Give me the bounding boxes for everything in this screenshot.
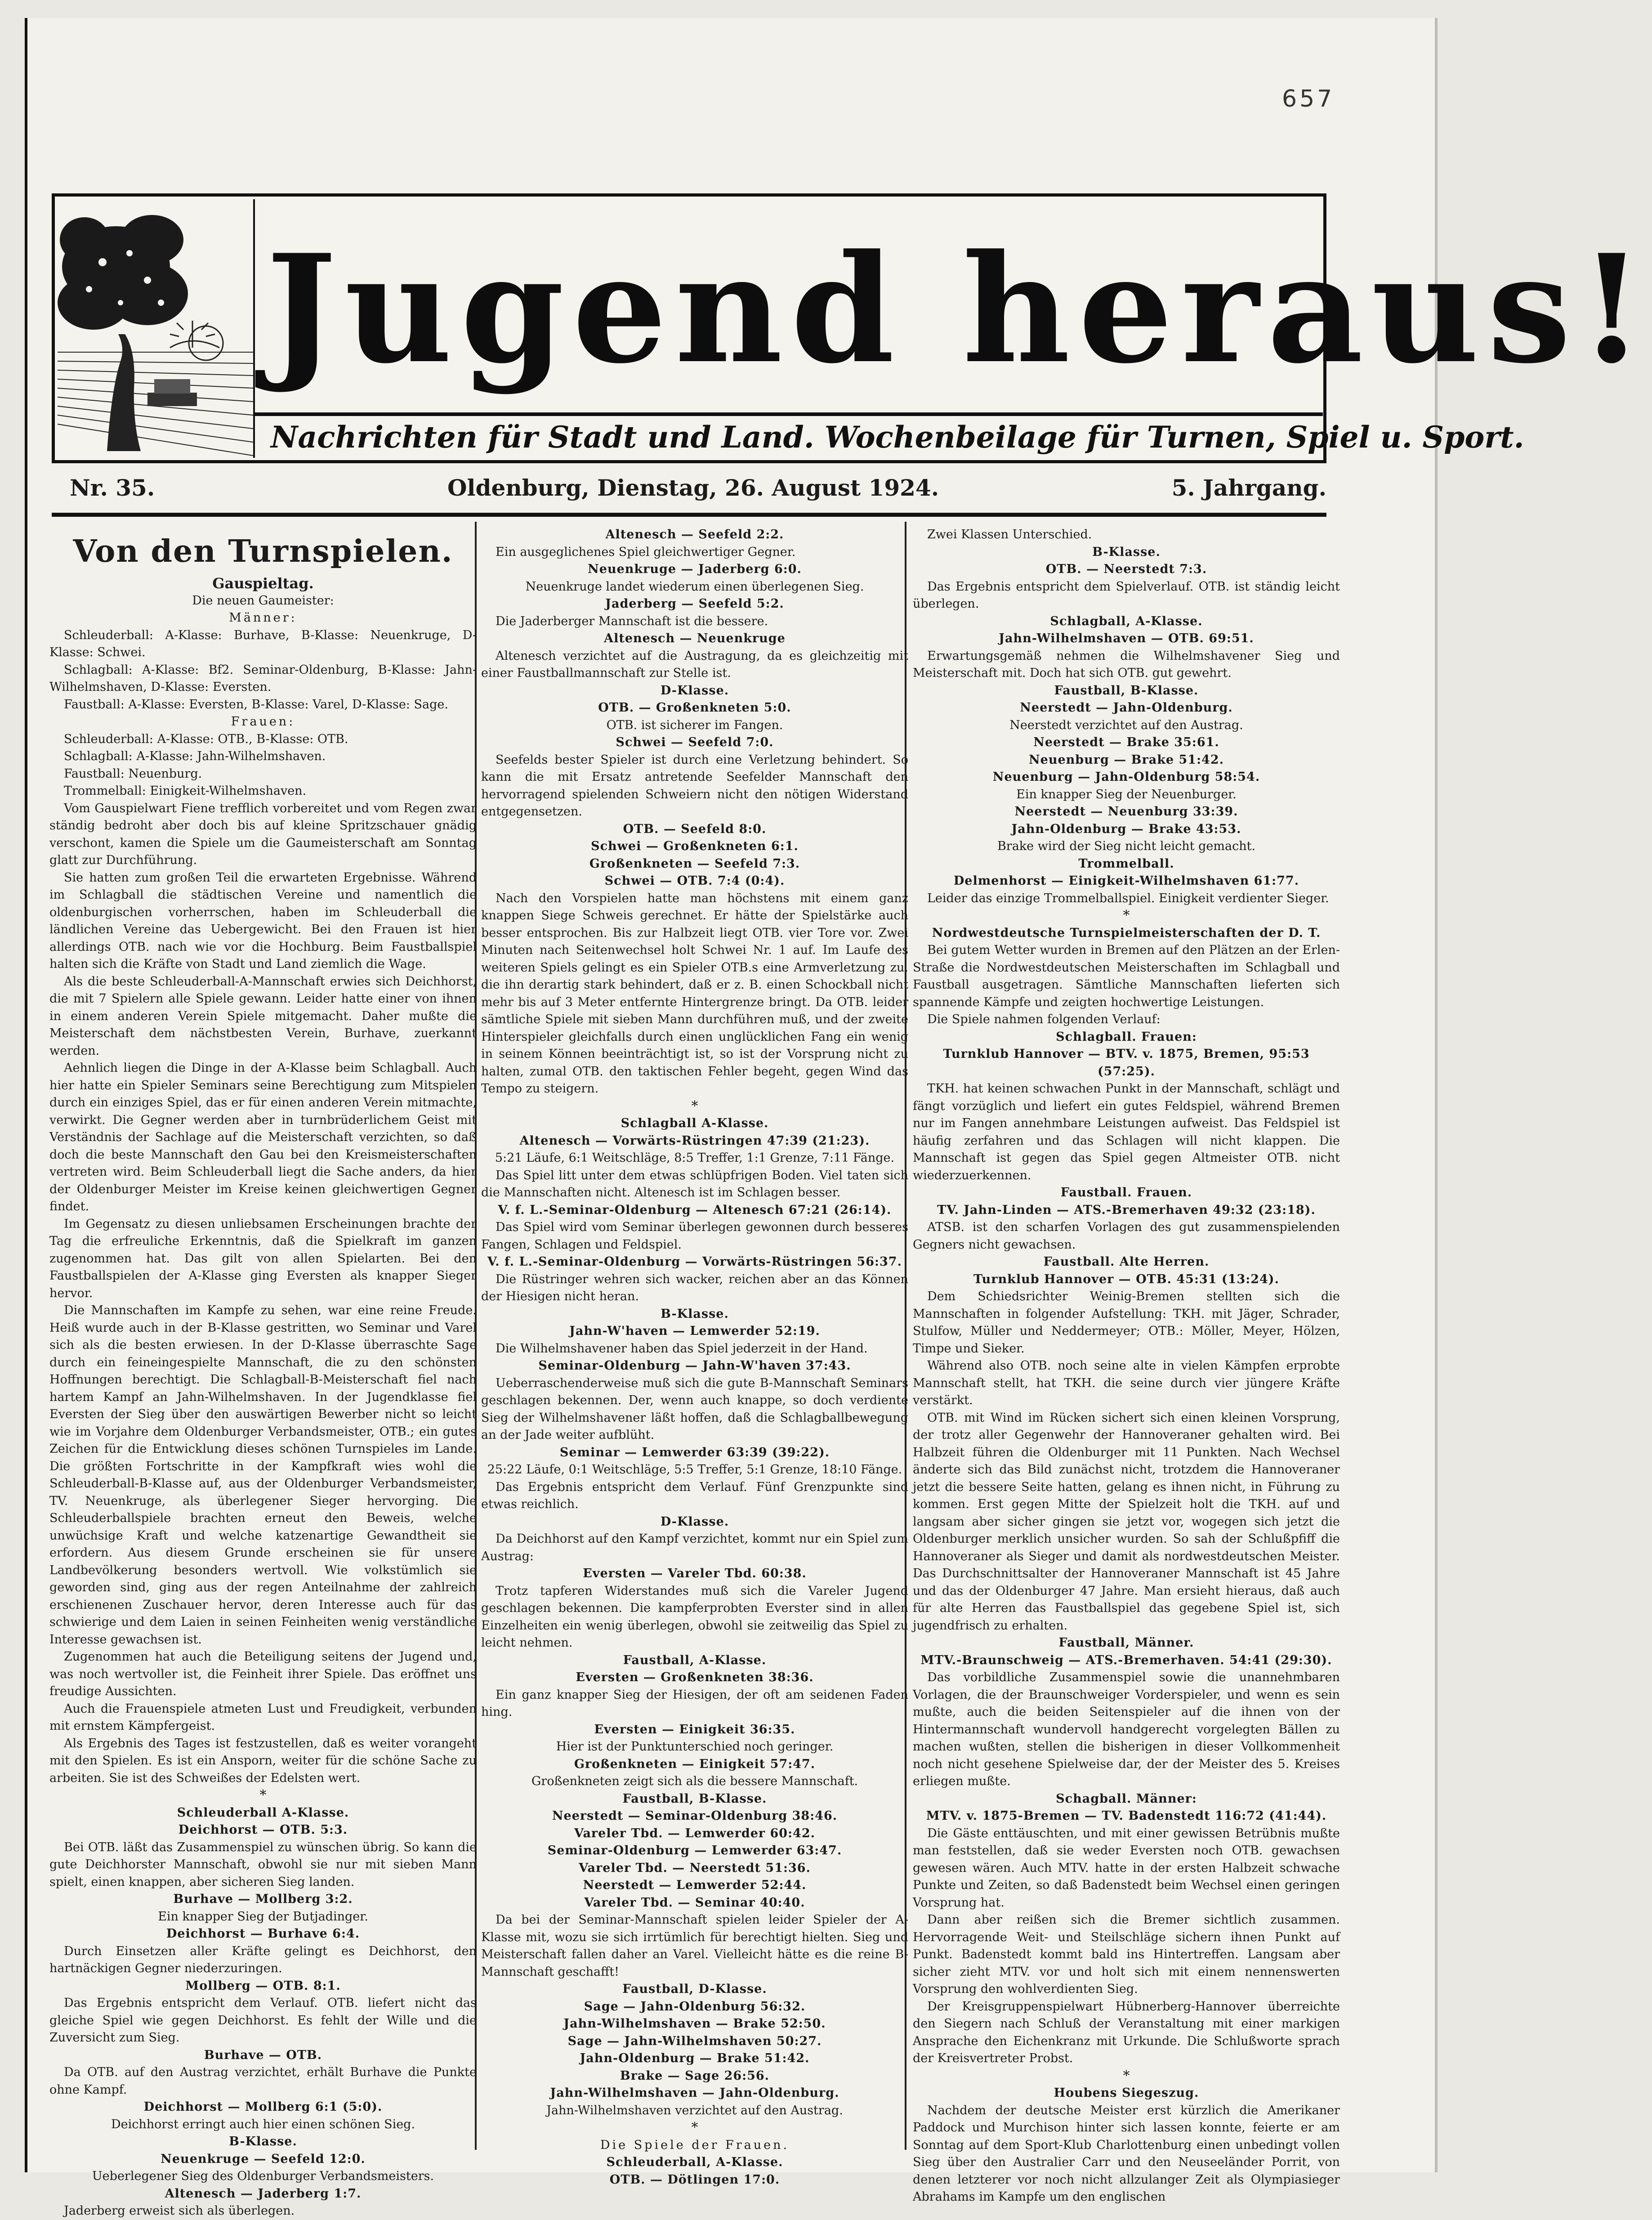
section-heading: Schwei — Seefeld 7:0. bbox=[616, 735, 774, 749]
masthead-title: Jugend heraus! bbox=[266, 222, 1652, 396]
section-heading: Jahn-Oldenburg — Brake 51:42. bbox=[580, 2051, 810, 2065]
section-heading: Neerstedt — Jahn-Oldenburg. bbox=[1020, 701, 1233, 715]
article-paragraph: Großenkneten zeigt sich als die bessere Mannschaft. bbox=[531, 1774, 858, 1788]
article-paragraph: Während also OTB. noch seine alte in vielen Kämpfen erprobte Mannschaft stellt, hat TKH. die seine durch vier jüngere Kräfte verstärkt. bbox=[913, 1359, 1340, 1407]
section-heading: Faustball, A-Klasse. bbox=[623, 1653, 767, 1667]
article-paragraph: Als die beste Schleuderball-A-Mannschaft erwies sich Deichhorst, die mit 7 Spielern alle Spiele gewann. Leider hatte einer von ihnen in einem anderen Verein Spiele mitgemacht. Daher mußte die Meisterschaft dem nächstbesten Verein, Burhave, zuerkannt werden. bbox=[49, 974, 477, 1058]
section-separator: * bbox=[259, 1787, 267, 1803]
article-paragraph: Ein ausgeglichenes Spiel gleichwertiger Gegner. bbox=[496, 545, 796, 559]
article-paragraph: Die Gäste enttäuschten, und mit einer gewissen Betrübnis mußte man feststellen, daß sie weder Eversten noch OTB. gewachsen gewesen wären. Auch MTV. hatte in der ersten Halbzeit schwache Punkte und Zeiten, so daß Badenstedt beim Wechsel einen geringen Vorsprung hat. bbox=[913, 1826, 1340, 1910]
section-heading: Schlagball, A-Klasse. bbox=[1050, 614, 1203, 628]
article-paragraph: 5:21 Läufe, 6:1 Weitschläge, 8:5 Treffer, 1:1 Grenze, 7:11 Fänge. bbox=[495, 1151, 895, 1165]
section-heading: Neuenkruge — Jaderberg 6:0. bbox=[588, 562, 802, 576]
article-paragraph: Die Spiele nahmen folgenden Verlauf: bbox=[927, 1012, 1161, 1026]
article-paragraph: Altenesch verzichtet auf die Austragung, da es gleichzeitig mit einer Faustballmannschaft zur Stelle ist. bbox=[481, 649, 908, 680]
section-heading: Altenesch — Seefeld 2:2. bbox=[605, 528, 784, 542]
article-paragraph: Schleuderball: A-Klasse: Burhave, B-Klasse: Neuenkruge, D-Klasse: Schwei. bbox=[49, 628, 477, 659]
section-heading: D-Klasse. bbox=[660, 683, 729, 698]
article-paragraph: Vom Gauspielwart Fiene trefflich vorbereitet und vom Regen zwar ständig bedroht aber doch bis auf kleine Spritzschauer gnädig verschont, kamen die Spiele um die Gaumeisterschaft am Sonntag glatt zur Durchführung. bbox=[49, 801, 477, 867]
article-paragraph: Schleuderball: A-Klasse: OTB., B-Klasse: OTB. bbox=[64, 732, 348, 746]
issue-date: Oldenburg, Dienstag, 26. August 1924. bbox=[447, 474, 939, 501]
section-heading: OTB. — Großenkneten 5:0. bbox=[598, 701, 791, 715]
article-paragraph: Dann aber reißen sich die Bremer sichtlich zusammen. Hervorragende Weit- und Steilschläge sichern ihnen Punkt auf Punkt. Badenstedt kommt bald ins Hintertreffen. Langsam aber sicher zieht MTV. vor und holt sich mit einem nennenswerten Vorsprung den wohlverdienten Sieg. bbox=[913, 1913, 1340, 1996]
article-paragraph: Sie hatten zum großen Teil die erwarteten Ergebnisse. Während im Schlagball die städtischen Vereine und namentlich die oldenburgischen vorherrschen, haben im Schleuderball die ländlichen Vereine das Uebergewicht. Bei den Frauen ist hier allerdings OTB. nach wie vor die Hochburg. Beim Faustballspiel halten sich die Kräfte von Stadt und Land ziemlich die Wage. bbox=[49, 870, 477, 971]
section-heading: Schleuderball, A-Klasse. bbox=[606, 2155, 783, 2169]
article-paragraph: Schlagball: A-Klasse: Bf2. Seminar-Oldenburg, B-Klasse: Jahn-Wilhelmshaven, D-Klasse: Eversten. bbox=[49, 662, 477, 694]
article-paragraph: Frauen: bbox=[231, 715, 295, 729]
article-paragraph: OTB. ist sicherer im Fangen. bbox=[606, 718, 783, 732]
section-heading: Faustball. Frauen. bbox=[1060, 1186, 1192, 1200]
article-paragraph: Ein knapper Sieg der Neuenburger. bbox=[1016, 787, 1237, 801]
article-paragraph: Ueberlegener Sieg des Oldenburger Verbandsmeisters. bbox=[92, 2169, 434, 2183]
tree-landscape-icon bbox=[58, 199, 253, 458]
section-heading: Eversten — Vareler Tbd. 60:38. bbox=[583, 1567, 807, 1580]
section-heading: Altenesch — Vorwärts-Rüstringen 47:39 (21:23). bbox=[519, 1133, 870, 1148]
article-paragraph: Männer: bbox=[229, 611, 297, 625]
section-heading: Neerstedt — Brake 35:61. bbox=[1033, 735, 1219, 749]
volume-year: 5. Jahrgang. bbox=[1171, 474, 1326, 501]
section-heading: Eversten — Großenkneten 38:36. bbox=[576, 1670, 814, 1684]
section-heading: Neerstedt — Lemwerder 52:44. bbox=[583, 1878, 807, 1892]
article-column-3 bbox=[913, 526, 1340, 2204]
section-heading: Eversten — Einigkeit 36:35. bbox=[594, 1722, 795, 1737]
section-heading: OTB. — Dötlingen 17:0. bbox=[609, 2172, 780, 2187]
section-heading: Burhave — Mollberg 3:2. bbox=[173, 1892, 353, 1906]
article-paragraph: Faustball: A-Klasse: Eversten, B-Klasse: Varel, D-Klasse: Sage. bbox=[64, 697, 448, 712]
article-paragraph: Das vorbildliche Zusammenspiel sowie die unannehmbaren Vorlagen, die der Braunschweiger Vorderspieler, und wenn es sein mußte, auch die beiden Seitenspieler auf die ihnen von der Hintermannschaft wundervoll handgerecht vorgelegten Bällen zu machen wußten, stellen die bisherigen in dieser Vollkommenheit noch nicht gesehene Spielweise dar, der der Meister des 5. Kreises erliegen mußte. bbox=[913, 1670, 1340, 1788]
article-paragraph: Dem Schiedsrichter Weinig-Bremen stellten sich die Mannschaften in folgender Aufstellung: TKH. mit Jäger, Schrader, Stulfow, Müller und Neddermeyer; OTB.: Möller, Meyer, Hölzen, Timpe und Sieker. bbox=[913, 1289, 1340, 1356]
article-paragraph: Das Ergebnis entspricht dem Spielverlauf. OTB. ist ständig leicht überlegen. bbox=[913, 579, 1340, 611]
article-paragraph: Das Spiel wird vom Seminar überlegen gewonnen durch besseres Fangen, Schlagen und Feldspiel. bbox=[481, 1220, 908, 1252]
section-heading: Großenkneten — Seefeld 7:3. bbox=[589, 856, 800, 871]
section-heading: MTV. v. 1875-Bremen — TV. Badenstedt 116:72 (41:44). bbox=[926, 1809, 1327, 1823]
article-paragraph: Neuenkruge landet wiederum einen überlegenen Sieg. bbox=[525, 579, 864, 594]
article-paragraph: Bei OTB. läßt das Zusammenspiel zu wünschen übrig. So kann die gute Deichhorster Mannschaft, obwohl sie nur mit sieben Mann spielt, einen knappen, aber sicheren Sieg landen. bbox=[49, 1840, 477, 1889]
section-heading: Vareler Tbd. — Neerstedt 51:36. bbox=[579, 1861, 811, 1875]
header-rule bbox=[52, 513, 1326, 517]
section-heading: Vareler Tbd. — Seminar 40:40. bbox=[584, 1895, 805, 1910]
article-paragraph: Trommelball: Einigkeit-Wilhelmshaven. bbox=[64, 784, 307, 798]
article-paragraph: Durch Einsetzen aller Kräfte gelingt es Deichhorst, den hartnäckigen Gegner niederzuringen. bbox=[49, 1944, 477, 1975]
article-paragraph: Bei gutem Wetter wurden in Bremen auf den Plätzen an der Erlen-Straße die Nordwestdeutschen Meisterschaften im Schlagball und Faustball ausgetragen. Sämtliche Mannschaften lieferten sich spannende Kämpfe und zeigten hochwertige Leistungen. bbox=[913, 943, 1340, 1009]
article-paragraph: Die neuen Gaumeister: bbox=[192, 593, 334, 608]
article-paragraph: Ueberraschenderweise muß sich die gute B-Mannschaft Seminars geschlagen bekennen. Der, wenn auch knappe, so doch verdiente Sieg der Wilhelmshavener läßt hoffen, daß die Schlagballbewegung an der Jade weiter aufblüht. bbox=[481, 1376, 908, 1442]
section-heading: Neuenkruge — Seefeld 12:0. bbox=[161, 2152, 366, 2166]
section-heading: Jahn-Oldenburg — Brake 43:53. bbox=[1011, 822, 1241, 836]
section-heading: Jahn-Wilhelmshaven — OTB. 69:51. bbox=[999, 631, 1254, 645]
section-heading: B-Klasse. bbox=[229, 2135, 297, 2148]
section-heading: Faustball, B-Klasse. bbox=[1054, 683, 1199, 698]
section-heading: MTV.-Braunschweig — ATS.-Bremerhaven. 54:41 (29:30). bbox=[920, 1653, 1332, 1667]
article-paragraph: Erwartungsgemäß nehmen die Wilhelmshavener Sieg und Meisterschaft mit. Doch hat sich OTB. gut gewehrt. bbox=[913, 649, 1340, 680]
article-paragraph: Auch die Frauenspiele atmeten Lust und Freudigkeit, verbunden mit ernstem Kämpfergeist. bbox=[49, 1701, 477, 1733]
section-heading: Großenkneten — Einigkeit 57:47. bbox=[574, 1757, 816, 1771]
section-heading: OTB. — Seefeld 8:0. bbox=[623, 822, 767, 836]
section-heading: OTB. — Neerstedt 7:3. bbox=[1045, 562, 1207, 576]
page-number: 657 bbox=[1282, 85, 1335, 112]
article-paragraph: Hier ist der Punktunterschied noch geringer. bbox=[556, 1740, 834, 1754]
section-heading: Seminar-Oldenburg — Lemwerder 63:47. bbox=[547, 1844, 842, 1857]
article-paragraph: Brake wird der Sieg nicht leicht gemacht. bbox=[997, 839, 1256, 853]
article-paragraph: Ein ganz knapper Sieg der Hiesigen, der oft am seidenen Faden hing. bbox=[481, 1687, 908, 1719]
article-paragraph: Die Jaderberger Mannschaft ist die bessere. bbox=[496, 614, 768, 628]
section-heading: Deichhorst — Mollberg 6:1 (5:0). bbox=[143, 2100, 383, 2114]
section-heading: Jahn-W'haven — Lemwerder 52:19. bbox=[569, 1324, 820, 1338]
section-heading: V. f. L.-Seminar-Oldenburg — Vorwärts-Rüstringen 56:37. bbox=[487, 1255, 902, 1269]
section-heading: Neerstedt — Seminar-Oldenburg 38:46. bbox=[552, 1809, 838, 1823]
article-paragraph: Faustball: Neuenburg. bbox=[64, 766, 202, 781]
section-heading: Jahn-Wilhelmshaven — Brake 52:50. bbox=[563, 2017, 826, 2031]
article-paragraph: Seefelds bester Spieler ist durch eine Verletzung behindert. So kann die mit Ersatz antretende Seefelder Mannschaft den hervorragend spielenden Schweiern nicht den nötigen Widerstand entgegensetzen. bbox=[481, 752, 908, 819]
article-paragraph: Im Gegensatz zu diesen unliebsamen Erscheinungen brachte der Tag die erfreuliche Erkenntnis, daß die Spielkraft im ganzen zugenommen hat. Das gilt von allen Spielarten. Bei den Faustballspielen der A-Klasse ging Eversten als knapper Sieger hervor. bbox=[49, 1217, 477, 1300]
masthead-landscape-illustration bbox=[58, 199, 255, 458]
article-paragraph: Trotz tapferen Widerstandes muß sich die Vareler Jugend geschlagen bekennen. Die kampferprobten Everster sind in allen Einzelheiten ein wenig überlegen, obwohl sie zeitweilig das Spiel zu leicht nehmen. bbox=[481, 1584, 908, 1650]
article-paragraph: Als Ergebnis des Tages ist festzustellen, daß es weiter vorangeht mit den Spielen. Es ist ein Ansporn, weiter für die schöne Sache zu arbeiten. Sie ist des Schweißes der Edelsten wert. bbox=[49, 1736, 477, 1785]
masthead-divider bbox=[255, 412, 1323, 416]
article-paragraph: TKH. hat keinen schwachen Punkt in der Mannschaft, schlägt und fängt vorzüglich und liefert ein gutes Feldspiel, während Bremen nur im Fangen annehmbare Leistungen aufweist. Das Feldspiel ist häufig zerfahren und das Schlagen will nicht klappen. Die Mannschaft ist gegen das Spiel gegen Altmeister OTB. nicht wiederzuerkennen. bbox=[913, 1082, 1340, 1182]
section-heading: Faustball, Männer. bbox=[1058, 1636, 1194, 1650]
section-heading: Altenesch — Jaderberg 1:7. bbox=[165, 2186, 362, 2201]
section-heading: Mollberg — OTB. 8:1. bbox=[185, 1978, 341, 1993]
article-paragraph: Das Ergebnis entspricht dem Verlauf. OTB. liefert nicht das gleiche Spiel wie gegen Deichhorst. Es fehlt der Wille und die Zuversicht zum Sieg. bbox=[49, 1996, 477, 2045]
article-paragraph: Da bei der Seminar-Mannschaft spielen leider Spieler der A-Klasse mit, wozu sie sich irrtümlich für berechtigt hielten. Sieg und Meisterschaft fallen daher an Varel. Vielleicht hätte es die reine B-Mannschaft geschafft! bbox=[481, 1913, 908, 1979]
section-heading: Schagball. Männer: bbox=[1056, 1791, 1197, 1806]
section-heading: Faustball. Alte Herren. bbox=[1043, 1255, 1210, 1269]
article-paragraph: Da OTB. auf den Austrag verzichtet, erhält Burhave die Punkte ohne Kampf. bbox=[49, 2065, 477, 2097]
section-heading: Gauspieltag. bbox=[212, 575, 314, 592]
article-headline: Von den Turnspielen. bbox=[73, 533, 453, 569]
article-paragraph: Der Kreisgruppenspielwart Hübnerberg-Hannover überreichte den Siegern nach Schluß der Veranstaltung mit einer markigen Ansprache den Eichenkranz mit Urkunde. Die Schlußworte sprach der Kreisvertreter Probst. bbox=[913, 1999, 1340, 2065]
article-paragraph: Jaderberg erweist sich als überlegen. bbox=[64, 2204, 295, 2218]
section-heading: Delmenhorst — Einigkeit-Wilhelmshaven 61:77. bbox=[953, 874, 1299, 888]
section-heading: Faustball, D-Klasse. bbox=[622, 1982, 767, 1996]
section-heading: Sage — Jahn-Oldenburg 56:32. bbox=[584, 1999, 806, 2014]
section-heading: Jaderberg — Seefeld 5:2. bbox=[605, 597, 784, 611]
article-paragraph: Die Mannschaften im Kampfe zu sehen, war eine reine Freude. Heiß wurde auch in der B-Klasse gestritten, wo Seminar und Varel sich als die besten erwiesen. In der D-Klasse überraschte Sage durch ein feineingespielte Mannschaft, die zu den schönsten Hoffnungen berechtigt. Die Schlagball-B-Meisterschaft fiel nach hartem Kampf an Jahn-Wilhelmshaven. In der Jugendklasse fiel Eversten der Sieg über den auswärtigen Bewerber nicht so leicht wie im Vorjahre dem Oldenburger Verbandsmeister, OTB.; ein gutes Zeichen für die Entwicklung dieses schönen Turnspieles im Lande. Die größten Fortschritte in der Kampfkraft wies wohl die Schleuderball-B-Klasse auf, aus der Oldenburger Verbandsmeister, TV. Neuenkruge, als überlegener Sieger hervorging. Die Schleuderballspiele brachten erneut den Beweis, welche unwüchsige Kraft und welche katzenartige Gewandtheit sie erfordern. Aus diesem Grunde erscheinen sie für unsere Landbevölkerung besonders wertvoll. Wie volkstümlich sie geworden sind, ging aus der regen Anteilnahme der zahlreich erschienenen Zuschauer hervor, deren Interesse auch für das schwierige und dem Laien in seinen Feinheiten wenig verständliche Interesse gewachsen ist. bbox=[49, 1303, 477, 1647]
article-paragraph: Schlagball: A-Klasse: Jahn-Wilhelmshaven. bbox=[64, 749, 326, 763]
dateline bbox=[52, 463, 1326, 513]
article-paragraph: Leider das einzige Trommelballspiel. Einigkeit verdienter Sieger. bbox=[927, 891, 1329, 905]
section-heading: Schlagball. Frauen: bbox=[1056, 1029, 1197, 1044]
article-paragraph: Nach den Vorspielen hatte man höchstens mit einem ganz knappen Siege Schweis gerechnet. Er hätte der Spielstärke auch besser entsprochen. Bis zur Halbzeit liegt OTB. vier Tore vor. Zwei Minuten nach Seitenwechsel holt Schwei Nr. 1 auf. Im Laufe des weiteren Spiels gelingt es ein Spieler OTB.s eine Armverletzung zu, die ihn derartig stark behindert, daß er z. B. einen Schockball nicht mehr bis auf 3 Meter entfernte Hintergrenze bringt. Da OTB. leider sämtliche Spiele mit sieben Mann durchführen muß, und der zweite Hinterspieler gleichfalls durch einen unglücklichen Fang ein wenig in seinem Können beeinträchtigt ist, so ist der Vorsprung nicht zu halten, zumal OTB. den taktischen Fehler begeht, gegen Wind das Tempo zu steigern. bbox=[481, 891, 908, 1096]
section-heading: Turnklub Hannover — OTB. 45:31 (13:24). bbox=[973, 1272, 1279, 1286]
section-heading: Deichhorst — OTB. 5:3. bbox=[178, 1823, 348, 1837]
section-heading: Faustball, B-Klasse. bbox=[622, 1791, 767, 1806]
article-paragraph: Ein knapper Sieg der Butjadinger. bbox=[158, 1909, 368, 1924]
masthead-subtitle: Nachrichten für Stadt und Land. Wochenbeilage für Turnen, Spiel u. Sport. bbox=[271, 420, 1524, 455]
section-heading: Nordwestdeutsche Turnspielmeisterschaften der D. T. bbox=[932, 926, 1321, 940]
article-paragraph: Das Spiel litt unter dem etwas schlüpfrigen Boden. Viel taten sich die Mannschaften nicht. Altenesch ist im Schlagen besser. bbox=[481, 1168, 908, 1200]
article-column-1 bbox=[49, 526, 477, 2218]
section-heading: Altenesch — Neuenkruge bbox=[604, 631, 786, 645]
section-heading: V. f. L.-Seminar-Oldenburg — Altenesch 67:21 (26:14). bbox=[498, 1203, 892, 1217]
article-paragraph: Aehnlich liegen die Dinge in der A-Klasse beim Schlagball. Auch hier hatte ein Spieler Seminars seine Berechtigung zum Mitspielen durch ein einziges Spiel, das er für einen anderen Verein mitmachte, verwirkt. Die Gegner werden aber in turnbrüderlichem Geist mit Verständnis der Sachlage auf die Meisterschaft verzichten, so daß doch die beste Mannschaft den Gau bei den Kreismeisterschaften vertreten wird. Beim Schleuderball liegt die Sache anders, da hier der Oldenburger Meister im Kreise keinen gleichwertigen Gegner findet. bbox=[49, 1061, 477, 1213]
article-paragraph: Zwei Klassen Unterschied. bbox=[927, 528, 1092, 542]
section-heading: D-Klasse. bbox=[660, 1514, 729, 1529]
article-column-2 bbox=[481, 526, 908, 2187]
section-heading: Schleuderball A-Klasse. bbox=[177, 1805, 349, 1820]
article-paragraph: Nachdem der deutsche Meister erst kürzlich die Amerikaner Paddock und Murchison hinter sich lassen konnte, feierte er am Sonntag auf dem Sport-Klub Charlottenburg einen unbedingt vollen Sieg über den Australier Carr und den Neuseeländer Porrit, von denen letzterer vor noch nicht allzulanger Zeit als Olympiasieger Abrahams im Kampfe um den englischen bbox=[913, 2103, 1340, 2204]
section-heading: Houbens Siegeszug. bbox=[1054, 2086, 1199, 2100]
section-separator: * bbox=[1123, 908, 1130, 923]
section-heading: Seminar-Oldenburg — Jahn-W'haven 37:43. bbox=[538, 1359, 851, 1373]
section-heading: Neuenburg — Jahn-Oldenburg 58:54. bbox=[992, 770, 1260, 784]
section-heading: Trommelball. bbox=[1078, 856, 1174, 871]
section-heading: Brake — Sage 26:56. bbox=[620, 2068, 770, 2083]
article-paragraph: Die Wilhelmshavener haben das Spiel jederzeit in der Hand. bbox=[496, 1341, 868, 1356]
section-separator: * bbox=[691, 2120, 698, 2135]
article-paragraph: Die Spiele der Frauen. bbox=[600, 2138, 790, 2152]
section-heading: Neerstedt — Neuenburg 33:39. bbox=[1014, 805, 1238, 819]
article-paragraph: Zugenommen hat auch die Beteiligung seitens der Jugend und, was noch wertvoller ist, die Feinheit ihrer Spiele. Das eröffnet uns freudige Aussichten. bbox=[49, 1650, 477, 1698]
section-heading: Schwei — OTB. 7:4 (0:4). bbox=[604, 874, 785, 888]
section-heading: Vareler Tbd. — Lemwerder 60:42. bbox=[574, 1826, 816, 1840]
section-heading: Jahn-Wilhelmshaven — Jahn-Oldenburg. bbox=[550, 2086, 839, 2100]
article-paragraph: OTB. mit Wind im Rücken sichert sich einen kleinen Vorsprung, der trotz aller Gegenwehr der Hannoveraner gehalten wird. Bei Halbzeit führen die Oldenburger mit 11 Punkten. Nach Wechsel änderte sich das Bild zunächst nicht, trotzdem die Hannoveraner jetzt die bessere Seite hatten, gelang es ihnen nicht, in Führung zu kommen. Erst gegen Mitte der Spielzeit holt die TKH. auf und langsam aber sicher gingen sie jetzt vor, wogegen sich jetzt die Oldenburger merklich unsicher wurden. So sah der Schlußpfiff die Hannoveraner als Sieger und damit als nordwestdeutschen Meister. Das Durchschnittsalter der Hannoveraner Mannschaft ist 45 Jahre und das der Oldenburger 47 Jahre. Man ersieht hieraus, daß auch für alte Herren das Faustballspiel das gegebene Spiel ist, sich jugendfrisch zu erhalten. bbox=[913, 1410, 1340, 1633]
section-separator: * bbox=[1123, 2068, 1130, 2084]
section-heading: Seminar — Lemwerder 63:39 (39:22). bbox=[559, 1445, 830, 1459]
article-paragraph: Neerstedt verzichtet auf den Austrag. bbox=[1009, 718, 1243, 732]
article-paragraph: Deichhorst erringt auch hier einen schönen Sieg. bbox=[111, 2117, 415, 2131]
section-heading: Turnklub Hannover — BTV. v. 1875, Bremen, 95:53 (57:25). bbox=[943, 1047, 1310, 1079]
article-paragraph: Das Ergebnis entspricht dem Verlauf. Fünf Grenzpunkte sind etwas reichlich. bbox=[481, 1480, 908, 1511]
article-paragraph: Da Deichhorst auf den Kampf verzichtet, kommt nur ein Spiel zum Austrag: bbox=[481, 1532, 908, 1563]
section-heading: Schlagball A-Klasse. bbox=[621, 1116, 769, 1130]
section-heading: B-Klasse. bbox=[1092, 545, 1161, 559]
section-heading: Schwei — Großenkneten 6:1. bbox=[591, 839, 799, 853]
masthead bbox=[52, 193, 1652, 463]
issue-number: Nr. 35. bbox=[70, 474, 155, 501]
article-paragraph: 25:22 Läufe, 0:1 Weitschläge, 5:5 Treffer, 5:1 Grenze, 18:10 Fänge. bbox=[487, 1463, 902, 1477]
article-paragraph: ATSB. ist den scharfen Vorlagen des gut zusammenspielenden Gegners nicht gewachsen. bbox=[913, 1220, 1340, 1252]
section-heading: Burhave — OTB. bbox=[204, 2048, 322, 2062]
section-heading: TV. Jahn-Linden — ATS.-Bremerhaven 49:32 (23:18). bbox=[937, 1203, 1316, 1217]
article-paragraph: Jahn-Wilhelmshaven verzichtet auf den Austrag. bbox=[546, 2103, 843, 2117]
section-heading: B-Klasse. bbox=[661, 1307, 729, 1321]
section-separator: * bbox=[691, 1098, 698, 1114]
section-heading: Deichhorst — Burhave 6:4. bbox=[166, 1927, 360, 1941]
section-heading: Sage — Jahn-Wilhelmshaven 50:27. bbox=[567, 2034, 822, 2048]
section-heading: Neuenburg — Brake 51:42. bbox=[1028, 752, 1224, 767]
article-paragraph: Die Rüstringer wehren sich wacker, reichen aber an das Können der Hiesigen nicht heran. bbox=[481, 1272, 908, 1303]
